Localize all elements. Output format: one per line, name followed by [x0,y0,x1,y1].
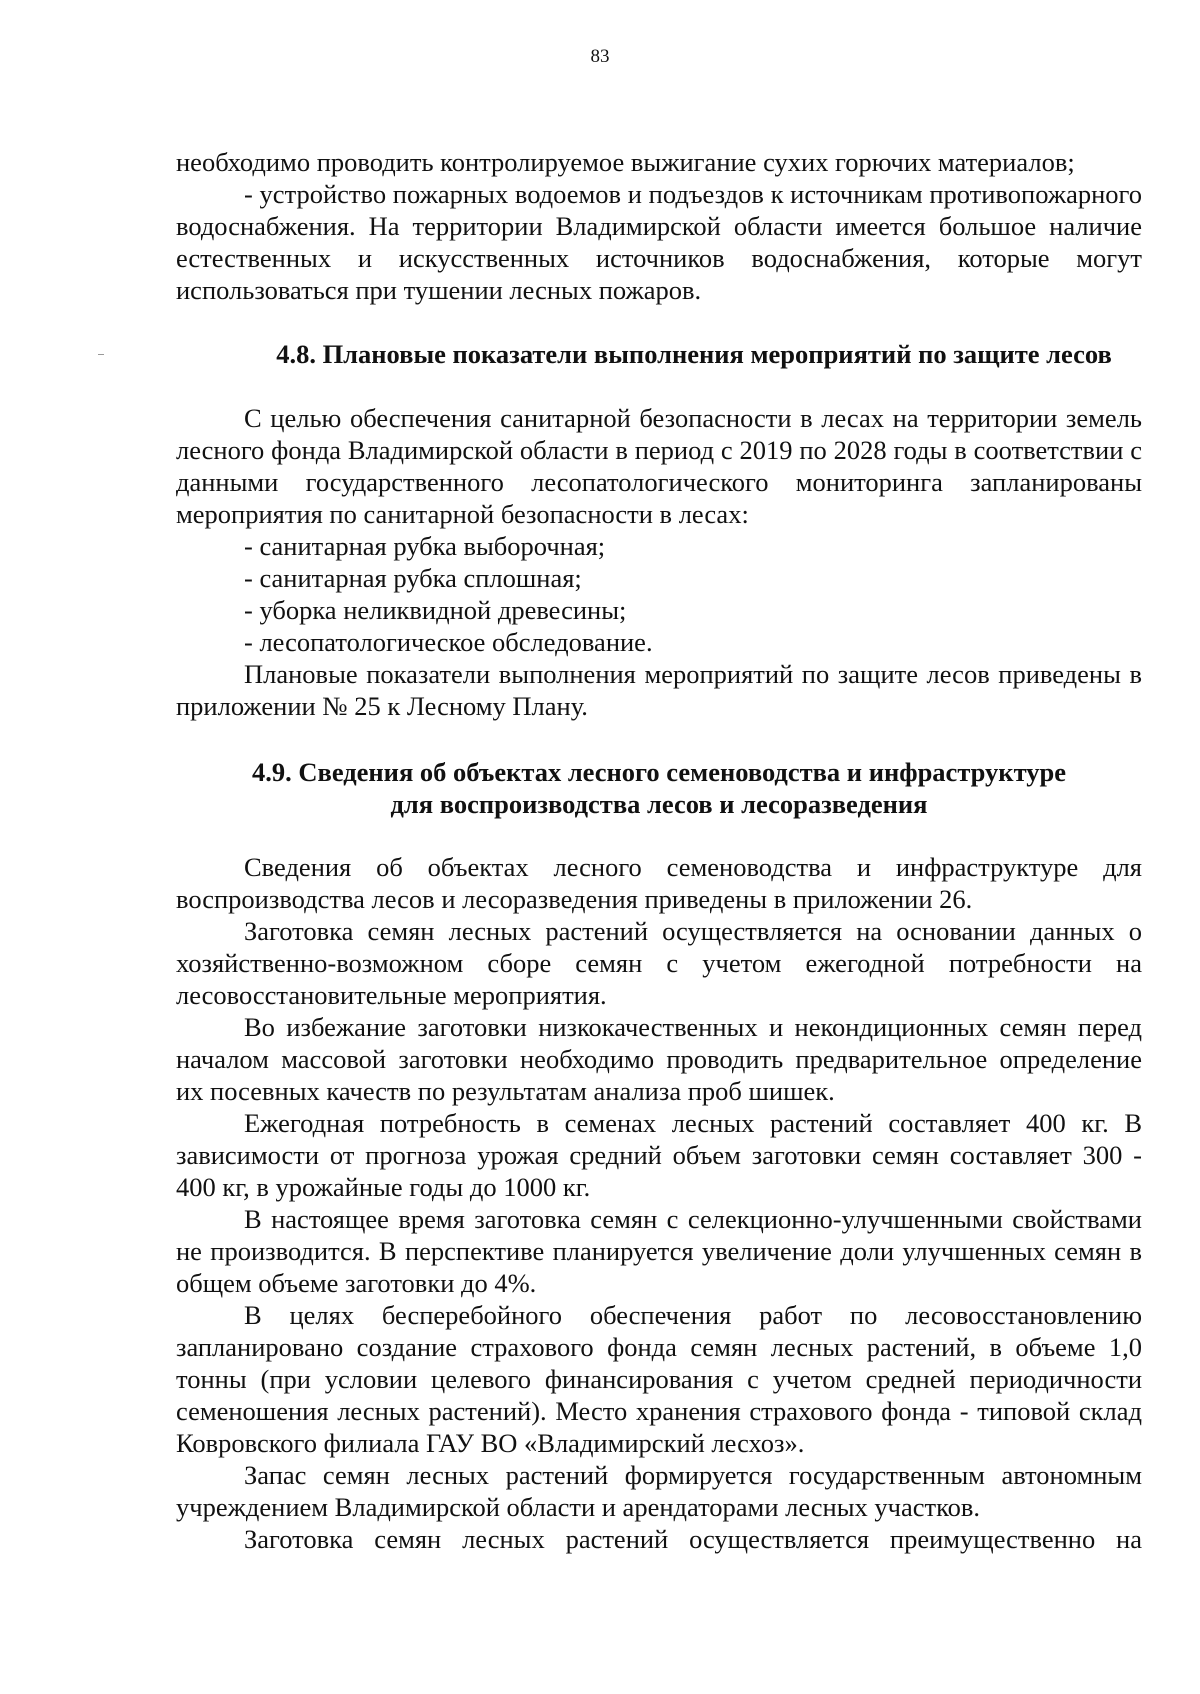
section-4-9-paragraph: Сведения об объектах лесного семеноводства и инфраструктуре для воспроизводства лесов и лесоразведения приведены в приложении 26. [176,852,1142,914]
section-4-9-paragraph: Ежегодная потребность в семенах лесных растений составляет 400 кг. В зависимости от прогноза урожая средний объем заготовки семян составляет 300 - 400 кг, в урожайные годы до 1000 кг. [176,1108,1142,1202]
scan-mark [98,354,104,355]
section-4-9-paragraph: Запас семян лесных растений формируется государственным автономным учреждением Владимирской области и арендаторами лесных участков. [176,1460,1142,1522]
intro-paragraph-2: - устройство пожарных водоемов и подъездов к источникам противопожарного водоснабжения. На территории Владимирской области имеется большое наличие естественных и искусственных источников водоснабжения, которые могут использоваться при тушении лесных пожаров. [176,179,1142,305]
list-item: - санитарная рубка сплошная; [244,563,582,593]
section-4-8-closing: Плановые показатели выполнения мероприятий по защите лесов приведены в приложении № 25 к Лесному Плану. [176,659,1142,721]
section-4-9-paragraph: В настоящее время заготовка семян с селекционно-улучшенными свойствами не производится. В перспективе планируется увеличение доли улучшенных семян в общем объеме заготовки до 4%. [176,1204,1142,1298]
list-item: - санитарная рубка выборочная; [244,531,606,561]
section-4-9-paragraph: Заготовка семян лесных растений осуществляется на основании данных о хозяйственно-возможном сборе семян с учетом ежегодной потребности на лесовосстановительные мероприятия. [176,916,1142,1010]
section-4-9-paragraph: Во избежание заготовки низкокачественных и некондиционных семян перед началом массовой заготовки необходимо проводить предварительное определение их посевных качеств по результатам анализа проб шишек. [176,1012,1142,1106]
intro-paragraph-1: необходимо проводить контролируемое выжигание сухих горючих материалов; [176,147,1075,177]
section-4-9-paragraph: В целях бесперебойного обеспечения работ по лесовосстановлению запланировано создание страхового фонда семян лесных растений, в объеме 1,0 тонны (при условии целевого финансирования с учетом средней периодичности семеношения лесных растений). Место хранения страхового фонда - типовой склад Ковровского филиала ГАУ ВО «Владимирский лесхоз». [176,1300,1142,1458]
section-4-9-paragraph: Заготовка семян лесных растений осуществляется преимущественно на [244,1524,1142,1554]
list-item: - лесопатологическое обследование. [244,627,653,657]
section-4-9-heading-line2: для воспроизводства лесов и лесоразведения [390,789,928,819]
page-number: 83 [590,46,610,67]
section-4-8-intro: С целью обеспечения санитарной безопасности в лесах на территории земель лесного фонда Владимирской области в период с 2019 по 2028 годы в соответствии с данными государственного лесопатологического мониторинга запланированы мероприятия по санитарной безопасности в лесах: [176,403,1142,529]
list-item: - уборка неликвидной древесины; [244,595,627,625]
section-4-9-heading [176,756,1142,820]
section-4-9-heading-line1: 4.9. Сведения об объектах лесного семеноводства и инфраструктуре [252,757,1066,787]
page-content [176,146,1142,1555]
section-4-8-heading: 4.8. Плановые показатели выполнения мероприятий по защите лесов [276,339,1112,369]
